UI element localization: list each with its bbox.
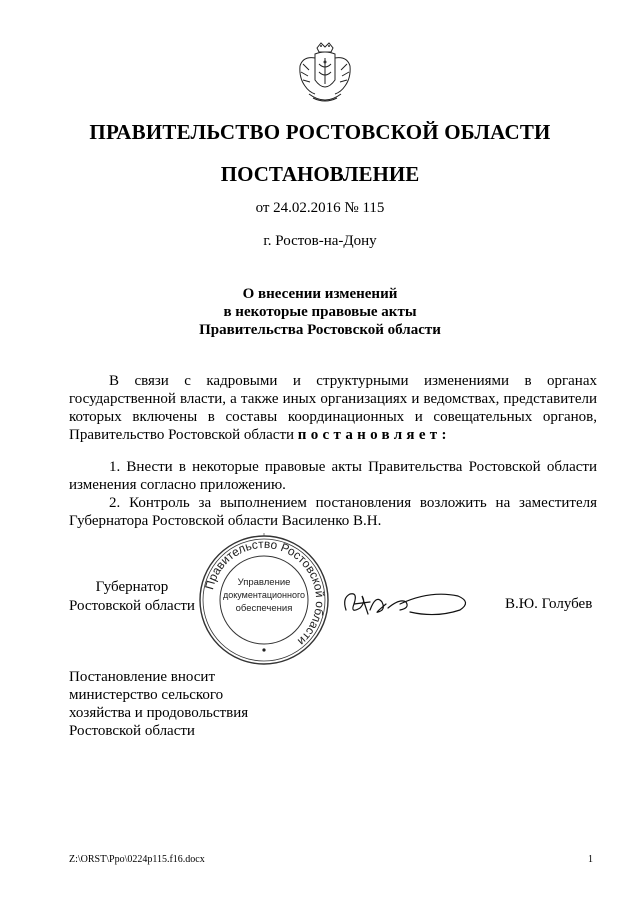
resolves-word: постановляет: bbox=[297, 427, 451, 443]
submitter-line: хозяйства и продовольствия bbox=[69, 705, 249, 721]
position-line: Ростовской области bbox=[69, 598, 195, 614]
document-type: ПОСТАНОВЛЕНИЕ bbox=[220, 162, 420, 186]
place-of-issue: г. Ростов-на-Дону bbox=[263, 233, 377, 249]
subject-line: О внесении изменений bbox=[242, 286, 398, 302]
submitter-line: Ростовской области bbox=[69, 723, 195, 739]
handwritten-signature bbox=[340, 584, 480, 624]
subject-line: Правительства Ростовской области bbox=[199, 322, 441, 338]
date-and-number: от 24.02.2016 № 115 bbox=[255, 200, 385, 216]
official-seal bbox=[197, 533, 331, 667]
file-path: Z:\ORST\Ppo\0224p115.f16.docx bbox=[69, 854, 205, 865]
document-subject bbox=[0, 285, 640, 339]
signatory-position bbox=[69, 578, 195, 616]
item-1: 1. Внести в некоторые правовые акты Правительства Ростовской области изменения согласно приложению. bbox=[69, 459, 597, 493]
page-number: 1 bbox=[588, 854, 593, 865]
signatory-name: В.Ю. Голубев bbox=[505, 596, 593, 612]
seal-line: обеспечения bbox=[235, 603, 293, 614]
submitter-line: министерство сельского bbox=[69, 687, 224, 703]
submitter-line: Постановление вносит bbox=[69, 669, 216, 685]
seal-line: документационного bbox=[222, 590, 306, 600]
position-line: Губернатор bbox=[95, 579, 169, 595]
preamble-paragraph bbox=[69, 372, 597, 444]
coat-of-arms-icon bbox=[295, 40, 355, 108]
preamble-text: В связи с кадровыми и структурными изменениями в органах государственной власти, а также иных организациях и ведомствах, представители которых включены в составы координационных и совещательных органов, Правительство Ростовской области bbox=[69, 373, 597, 443]
submitted-by bbox=[69, 668, 248, 740]
organization-title: ПРАВИТЕЛЬСТВО РОСТОВСКОЙ ОБЛАСТИ bbox=[89, 120, 551, 144]
subject-line: в некоторые правовые акты bbox=[223, 304, 417, 320]
seal-line: Управление bbox=[237, 577, 291, 588]
item-2: 2. Контроль за выполнением постановления возложить на заместителя Губернатора Ростовской области Василенко В.Н. bbox=[69, 495, 597, 529]
seal-ring-text: Правительство Ростовской области bbox=[202, 536, 328, 649]
